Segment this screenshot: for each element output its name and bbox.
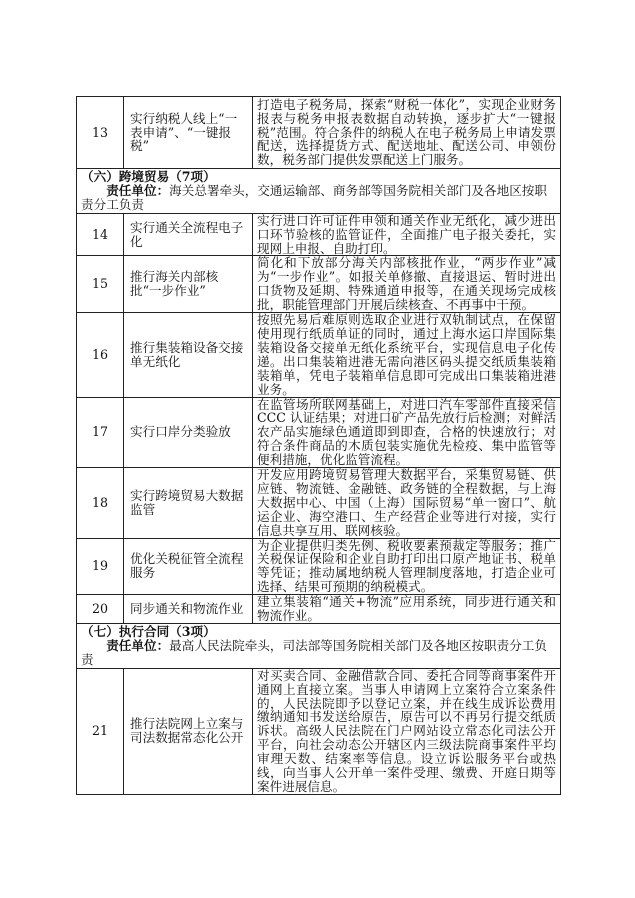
section-header-row bbox=[77, 624, 561, 669]
table-row bbox=[77, 668, 561, 794]
item-description: 在监管场所联网基础上，对进口汽车零部件直接采信 CCC 认证结果；对进口矿产品先放行后检测；对鲜活农产品实施绿色通道即到即查，合格的快速放行；对符合条件商品的木质包装实施优先检疫、集中监管等便利措施，优化监管流程。 bbox=[253, 397, 561, 468]
section-title: （七）执行合同（3项） bbox=[81, 624, 216, 639]
reform-measures-table bbox=[76, 96, 561, 795]
item-title: 推行法院网上立案与司法数据常态化公开 bbox=[124, 668, 253, 794]
item-description: 按照先易后难原则选取企业进行双轨制试点，在保留使用现行纸质单证的同时，通过上海水运口岸国际集装箱设备交接单无纸化系统平台，实现信息电子化传递。出口集装箱进港无需向港区码头提交纸质集装箱装箱单，凭电子装箱单信息即可完成出口集装箱进港业务。 bbox=[253, 313, 561, 397]
item-description: 对买卖合同、金融借款合同、委托合同等商事案件开通网上直接立案。当事人申请网上立案符合立案条件的，人民法院即予以登记立案，并在线生成诉讼费用缴纳通知书发送给原告，原告可以不再另行提交纸质诉状。高级人民法院在门户网站设立常态化司法公开平台，向社会动态公开辖区内三级法院商事案件平均审理天数、结案率等信息。设立诉讼服务平台或热线，向当事人公开单一案件受理、缴费、开庭日期等案件进展信息。 bbox=[253, 668, 561, 794]
item-title: 实行跨境贸易大数据监管 bbox=[124, 468, 253, 539]
item-description: 为企业提供归类先例、税收要素预裁定等服务；推广关税保证保险和企业自助打印出口原产地证书、税单等凭证；推动属地纳税人管理制度落地，打造企业可选择、结果可预期的纳税模式。 bbox=[253, 538, 561, 595]
responsible-label: 责任单位： bbox=[106, 637, 170, 653]
item-title: 实行口岸分类验放 bbox=[124, 397, 253, 468]
item-number: 16 bbox=[77, 313, 124, 397]
item-title: 实行通关全流程电子化 bbox=[124, 213, 253, 256]
responsible-label: 责任单位： bbox=[106, 182, 170, 198]
item-number: 20 bbox=[77, 595, 124, 624]
item-description: 简化和下放部分海关内部核批作业，“两步作业”减为“一步作业”。如报关单修撤、直接退运、暂时进出口货物及延期、特殊通道申报等，在通关现场完成核批，职能管理部门开展后续核查、不再事中干预。 bbox=[253, 256, 561, 313]
item-description: 建立集装箱“通关+物流”应用系统，同步进行通关和物流作业。 bbox=[253, 595, 561, 624]
item-number: 13 bbox=[77, 97, 124, 169]
item-title: 推行海关内部核批“一步作业” bbox=[124, 256, 253, 313]
item-number: 15 bbox=[77, 256, 124, 313]
table-row bbox=[77, 538, 561, 595]
item-title: 优化关税征管全流程服务 bbox=[124, 538, 253, 595]
responsible-text: 最高人民法院牵头，司法部等国务院相关部门及各地区按职责分工负责 bbox=[81, 637, 547, 667]
responsible-units bbox=[81, 184, 556, 212]
section-header-row bbox=[77, 169, 561, 214]
section-title: （六）跨境贸易（7项） bbox=[81, 169, 216, 184]
item-number: 21 bbox=[77, 668, 124, 794]
item-number: 19 bbox=[77, 538, 124, 595]
table-row bbox=[77, 256, 561, 313]
item-description: 实行进口许可证件申领和通关作业无纸化，减少进出口环节验核的监管证件，全面推广电子报关委托，实现网上申报、自助打印。 bbox=[253, 213, 561, 256]
item-description: 打造电子税务局，探索“财税一体化”，实现企业财务报表与税务申报表数据自动转换，逐步扩大“一键报税”范围。符合条件的纳税人在电子税务局上申请发票配送，选择提货方式、配送地址、配送公司、申领份数，税务部门提供发票配送上门服务。 bbox=[253, 97, 561, 169]
table-row bbox=[77, 213, 561, 256]
item-title: 同步通关和物流作业 bbox=[124, 595, 253, 624]
table-row bbox=[77, 313, 561, 397]
table-row bbox=[77, 468, 561, 539]
item-description: 开发应用跨境贸易管理大数据平台，采集贸易链、供应链、物流链、金融链、政务链的全程数据，与上海大数据中心、中国（上海）国际贸易“单一窗口”、航运企业、海空港口、生产经营企业等进行对接，实行信息共享互用、联网核验。 bbox=[253, 468, 561, 539]
table-row bbox=[77, 595, 561, 624]
item-number: 14 bbox=[77, 213, 124, 256]
item-title: 实行纳税人线上“一表申请”、“一键报税” bbox=[124, 97, 253, 169]
responsible-text: 海关总署牵头，交通运输部、商务部等国务院相关部门及各地区按职责分工负责 bbox=[81, 182, 547, 212]
table-row bbox=[77, 97, 561, 169]
item-title: 推行集装箱设备交接单无纸化 bbox=[124, 313, 253, 397]
responsible-units bbox=[81, 639, 556, 667]
table-row bbox=[77, 397, 561, 468]
item-number: 18 bbox=[77, 468, 124, 539]
section-header bbox=[77, 624, 561, 669]
section-header bbox=[77, 169, 561, 214]
item-number: 17 bbox=[77, 397, 124, 468]
